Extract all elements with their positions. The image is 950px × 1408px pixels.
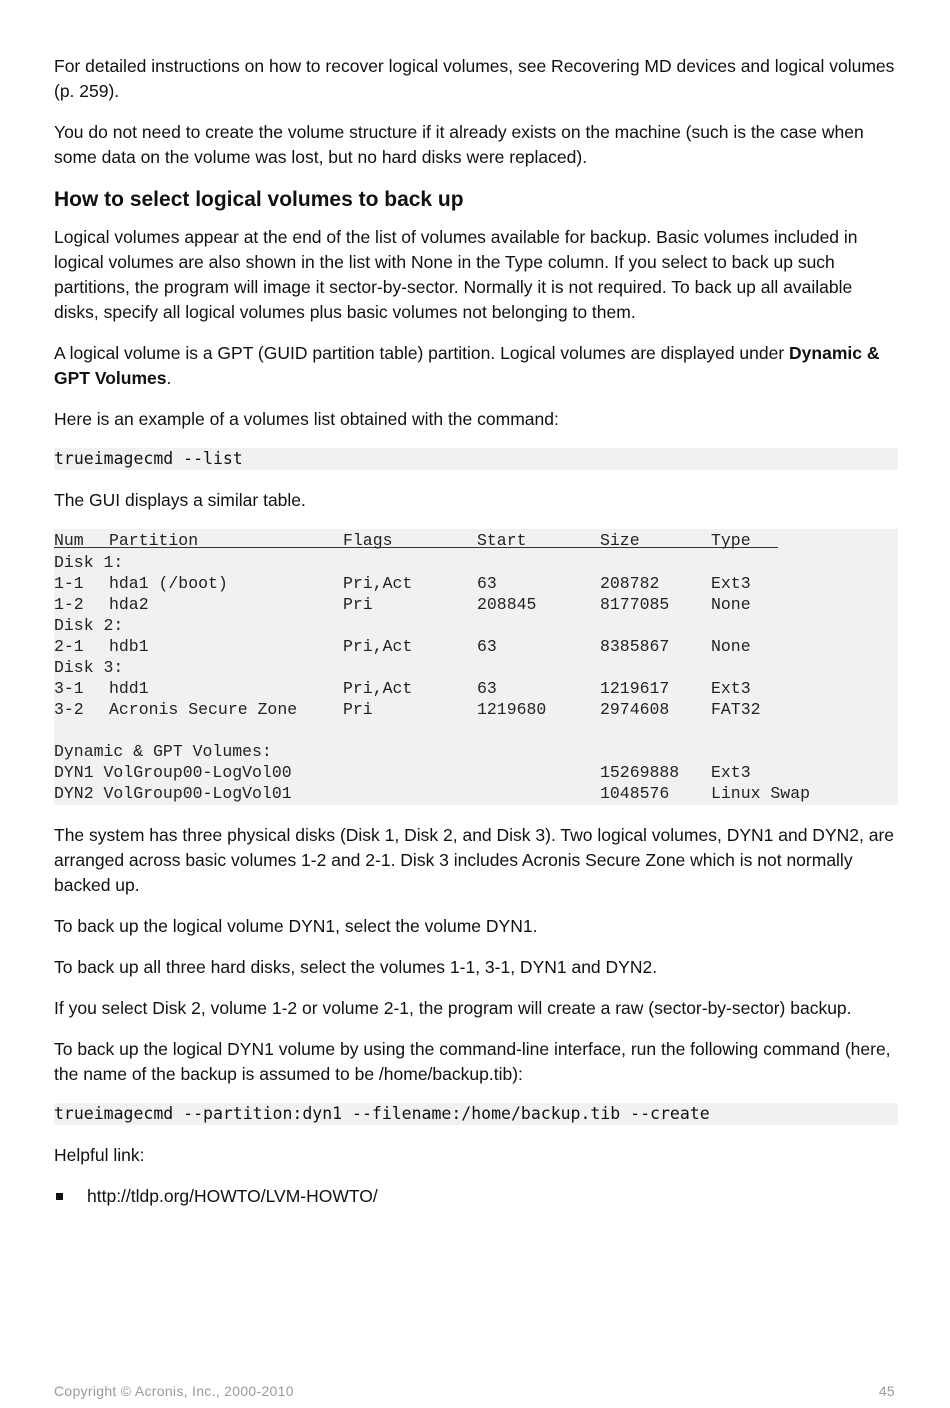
- intro-paragraph-1: For detailed instructions on how to recover logical volumes, see Recovering MD devices and logical volumes (p. 259).: [54, 56, 895, 101]
- cell-partition: hda2: [109, 595, 149, 614]
- square-bullet-icon: [56, 1193, 63, 1200]
- header-start: Start: [477, 531, 527, 550]
- cell-partition: hdb1: [109, 637, 149, 656]
- cell-partition: hdd1: [109, 679, 149, 698]
- copyright-text: Copyright © Acronis, Inc., 2000-2010: [54, 1383, 294, 1399]
- table-row: [54, 594, 898, 615]
- cell-size: 2974608: [600, 700, 670, 719]
- cell-size: 1219617: [600, 679, 670, 698]
- cell-size: 8385867: [600, 637, 670, 656]
- cell-num: 1-1: [54, 574, 84, 593]
- cell-num: 2-1: [54, 637, 84, 656]
- after-paragraph-4: If you select Disk 2, volume 1-2 or volume 2-1, the program will create a raw (sector-by-sector) backup.: [54, 998, 852, 1018]
- paragraph-text: A logical volume is a GPT (GUID partition table) partition. Logical volumes are displayed under: [54, 343, 790, 363]
- helpful-link-label: Helpful link:: [54, 1145, 145, 1165]
- cell-type: FAT32: [711, 700, 761, 719]
- cell-flags: Pri,Act: [343, 637, 413, 656]
- list-command: trueimagecmd --list: [54, 448, 898, 470]
- cell-start: 1219680: [477, 700, 547, 719]
- cell-type: Ext3: [711, 679, 751, 698]
- backup-command: trueimagecmd --partition:dyn1 --filename:/home/backup.tib --create: [54, 1103, 898, 1125]
- disk-label: [54, 552, 898, 573]
- after-paragraph-1: The system has three physical disks (Disk 1, Disk 2, and Disk 3). Two logical volumes, DYN1 and DYN2, are arranged across basic volumes 1-2 and 2-1. Disk 3 includes Acronis Secure Zone which is not normally backed up.: [54, 825, 894, 895]
- section-paragraph-1: Logical volumes appear at the end of the list of volumes available for backup. Basic volumes included in logical volumes are also shown in the list with None in the Type column. If you select to back up such partitions, the program will image it sector-by-sector. Normally it is not required. To back up all available disks, specify all logical volumes plus basic volumes not belonging to them.: [54, 227, 858, 322]
- after-paragraph-2: To back up the logical volume DYN1, select the volume DYN1.: [54, 916, 538, 936]
- bold-term: Dynamic & GPT Volumes: [54, 343, 880, 388]
- section-paragraph-4: The GUI displays a similar table.: [54, 490, 306, 510]
- disk-label: [54, 615, 898, 636]
- cell-start: 63: [477, 679, 497, 698]
- paragraph-text: .: [166, 368, 172, 388]
- page-footer: [54, 1383, 895, 1399]
- dynamic-label-text: Dynamic & GPT Volumes:: [54, 742, 272, 761]
- after-paragraph-3: To back up all three hard disks, select the volumes 1-1, 3-1, DYN1 and DYN2.: [54, 957, 658, 977]
- lvm-howto-link[interactable]: http://tldp.org/HOWTO/LVM-HOWTO/: [87, 1186, 378, 1206]
- table-row: [54, 762, 898, 783]
- table-row: [54, 678, 898, 699]
- after-paragraph-5: To back up the logical DYN1 volume by using the command-line interface, run the following command (here, the name of the backup is assumed to be /home/backup.tib):: [54, 1039, 891, 1084]
- dynamic-volumes-label: [54, 741, 898, 762]
- blank-row: [54, 720, 898, 741]
- header-num: Num: [54, 531, 84, 550]
- cell-num: 3-2: [54, 700, 84, 719]
- table-row: [54, 783, 898, 804]
- intro-paragraph-2: You do not need to create the volume structure if it already exists on the machine (such is the case when some data on the volume was lost, but no hard disks were replaced).: [54, 122, 864, 167]
- cell-type: Ext3: [711, 574, 751, 593]
- cell-type: Ext3: [711, 763, 751, 782]
- table-row: [54, 573, 898, 594]
- cell-size: 1048576: [600, 784, 670, 803]
- section-paragraph-2: [54, 341, 898, 391]
- table-row: [54, 636, 898, 657]
- table-row: [54, 699, 898, 720]
- cell-flags: Pri,Act: [343, 679, 413, 698]
- list-item: [54, 1184, 898, 1209]
- cell-dyn-name: DYN2 VolGroup00-LogVol01: [54, 784, 292, 803]
- disk-label-text: Disk 3:: [54, 658, 124, 677]
- cell-type: None: [711, 595, 751, 614]
- cell-flags: Pri,Act: [343, 574, 413, 593]
- cell-flags: Pri: [343, 595, 373, 614]
- cell-start: 208845: [477, 595, 537, 614]
- section-paragraph-3: Here is an example of a volumes list obtained with the command:: [54, 409, 559, 429]
- cell-type: Linux Swap: [711, 784, 811, 803]
- cell-size: 208782: [600, 574, 660, 593]
- link-list: [54, 1184, 898, 1209]
- cell-start: 63: [477, 574, 497, 593]
- cell-size: 8177085: [600, 595, 670, 614]
- header-partition: Partition: [109, 531, 199, 550]
- cell-partition: Acronis Secure Zone: [109, 700, 298, 719]
- cell-flags: Pri: [343, 700, 373, 719]
- cell-num: 3-1: [54, 679, 84, 698]
- header-rule: [54, 547, 778, 548]
- cell-size: 15269888: [600, 763, 680, 782]
- disk-label-text: Disk 2:: [54, 616, 124, 635]
- cell-type: None: [711, 637, 751, 656]
- header-type: Type: [711, 531, 751, 550]
- document-page: [54, 54, 898, 1209]
- disk-label: [54, 657, 898, 678]
- header-size: Size: [600, 531, 640, 550]
- header-flags: Flags: [343, 531, 393, 550]
- cell-start: 63: [477, 637, 497, 656]
- cell-dyn-name: DYN1 VolGroup00-LogVol00: [54, 763, 292, 782]
- disk-label-text: Disk 1:: [54, 553, 124, 572]
- section-heading: How to select logical volumes to back up: [54, 188, 464, 211]
- page-number: 45: [878, 1383, 895, 1399]
- cell-partition: hda1 (/boot): [109, 574, 228, 593]
- volumes-table: [54, 529, 898, 805]
- cell-num: 1-2: [54, 595, 84, 614]
